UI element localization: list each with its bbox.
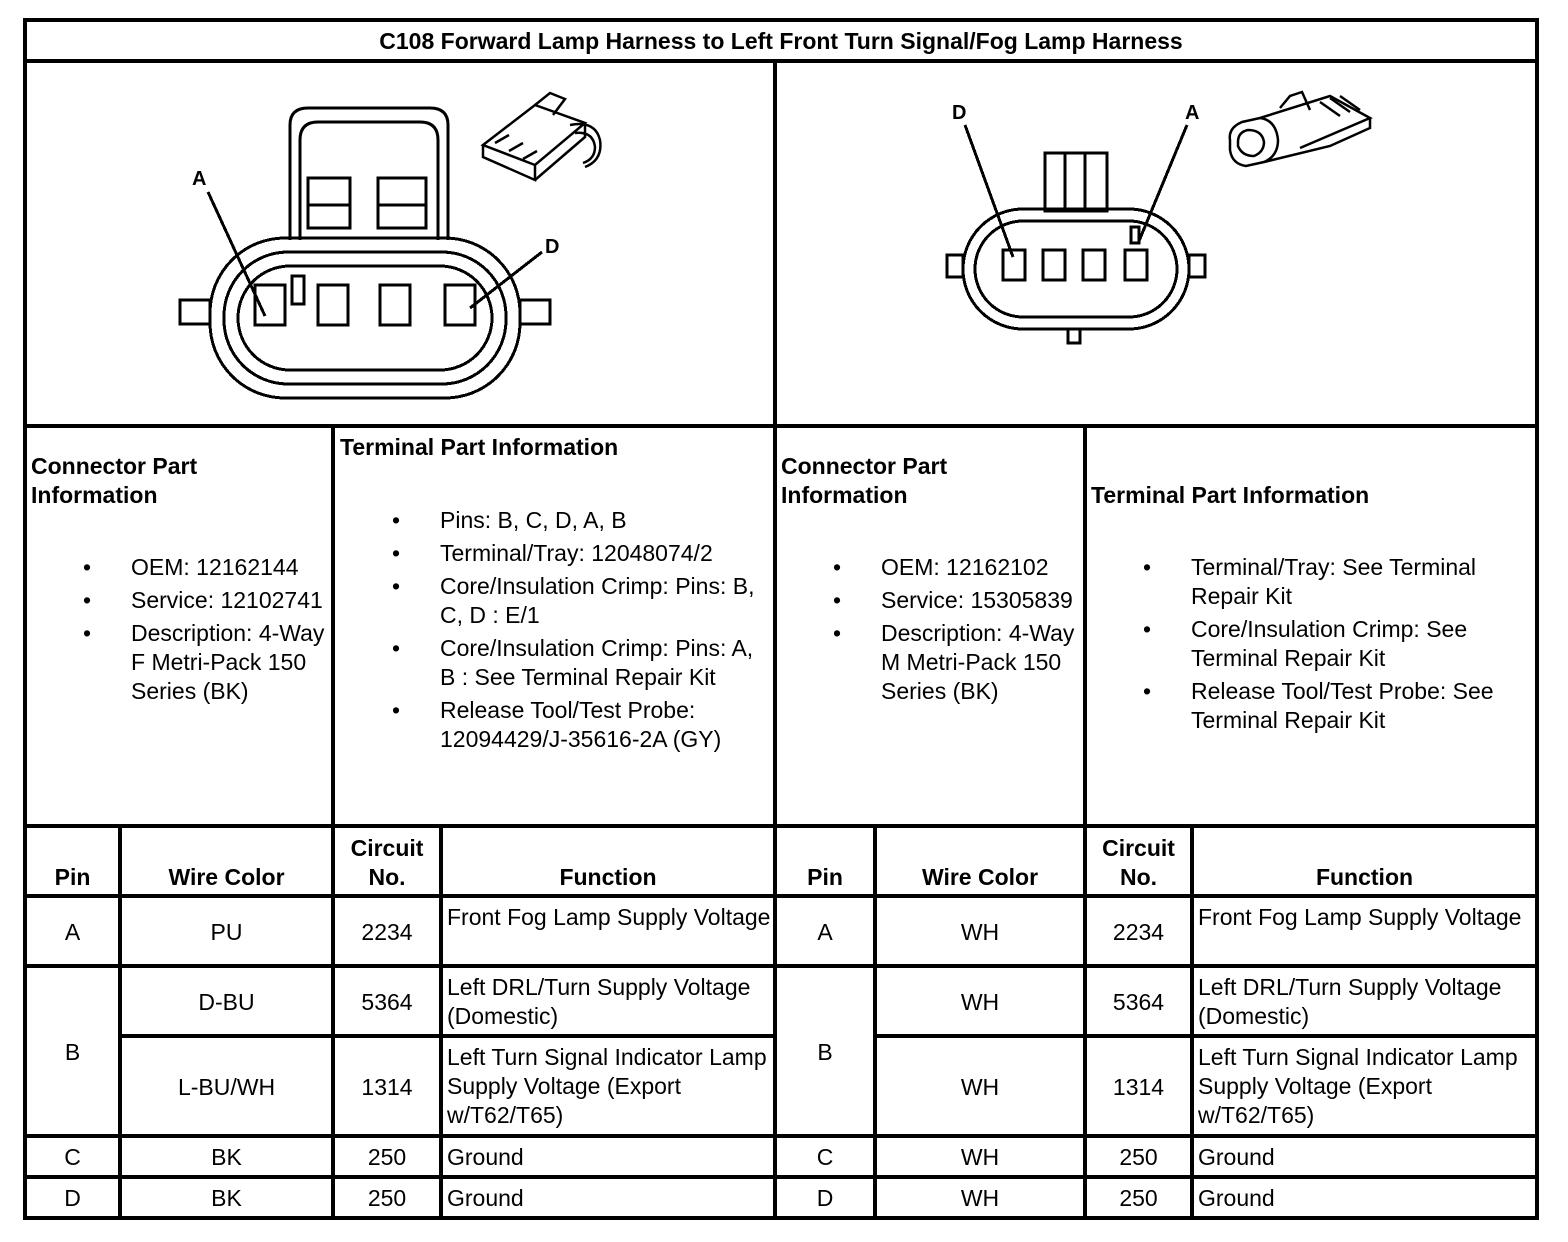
left-row-b-pin: B: [64, 1038, 81, 1065]
list-item: • Pins: B, C, D, A, B: [392, 507, 627, 533]
right-row-d-wire: WH: [960, 1185, 1000, 1211]
right-row-b1-wire: WH: [960, 988, 1000, 1015]
right-row-c-wire: WH: [960, 1144, 1000, 1170]
left-th-function: Function: [559, 864, 657, 890]
right-connector-3d-icon: [1220, 88, 1380, 203]
list-item: • Core/Insulation Crimp: Pins: A, B : See Terminal Repair Kit: [392, 635, 754, 690]
left-pin-label-a: A: [192, 168, 207, 190]
list-item: • Release Tool/Test Probe: See Terminal Repair Kit: [1143, 678, 1494, 733]
left-row-d-wire: BK: [211, 1185, 242, 1211]
left-row-c-wire: BK: [211, 1144, 242, 1170]
right-row-a-circuit: 2234: [1112, 918, 1165, 945]
left-row-a-wire: PU: [210, 918, 243, 945]
list-item: • Core/Insulation Crimp: See Terminal Repair Kit: [1143, 616, 1468, 671]
diagram-title: C108 Forward Lamp Harness to Left Front Turn Signal/Fog Lamp Harness: [379, 28, 1183, 54]
list-item: • Description: 4-Way F Metri-Pack 150 Series (BK): [83, 620, 325, 704]
right-row-d-function: Ground: [1198, 1185, 1275, 1211]
right-pin-label-d: D: [952, 102, 967, 124]
right-row-b2-function: Left Turn Signal Indicator Lamp Supply Voltage (Export w/T62/T65): [1198, 1044, 1518, 1128]
list-item: • Description: 4-Way M Metri-Pack 150 Series (BK): [833, 620, 1075, 704]
left-connector-info-header: Connector Part Information: [31, 453, 198, 508]
right-pin-label-a: A: [1185, 102, 1200, 124]
list-item: • Terminal/Tray: See Terminal Repair Kit: [1143, 554, 1477, 609]
left-row-d-function: Ground: [447, 1185, 524, 1211]
right-th-function: Function: [1315, 864, 1414, 890]
list-item: • Release Tool/Test Probe: 12094429/J-35616-2A (GY): [392, 697, 722, 752]
right-row-d-circuit: 250: [1119, 1185, 1158, 1211]
right-row-b2-wire: WH: [960, 1073, 1000, 1100]
left-terminal-info-list: [340, 506, 770, 758]
left-row-c-function: Ground: [447, 1144, 524, 1170]
right-row-d-pin: D: [816, 1185, 834, 1211]
right-row-c-circuit: 250: [1119, 1144, 1158, 1170]
right-connector-info-list: [781, 553, 1079, 710]
list-item: • Core/Insulation Crimp: Pins: B, C, D : E/1: [392, 573, 755, 628]
right-connector-drawing: [935, 95, 1235, 355]
left-th-wire-color: Wire Color: [168, 864, 285, 890]
right-row-b1-circuit: 5364: [1112, 988, 1165, 1015]
right-row-c-function: Ground: [1198, 1144, 1275, 1170]
list-item: • Service: 15305839: [833, 587, 1073, 613]
right-connector-info-header: Connector Part Information: [781, 453, 948, 508]
right-terminal-info-list: [1091, 553, 1531, 739]
left-row-b2-function: Left Turn Signal Indicator Lamp Supply Voltage (Export w/T62/T65): [447, 1044, 767, 1128]
right-terminal-info-header: Terminal Part Information: [1091, 482, 1370, 508]
right-row-b2-circuit: 1314: [1112, 1073, 1165, 1100]
left-row-b1-wire: D-BU: [198, 988, 255, 1015]
left-row-b1-circuit: 5364: [361, 988, 413, 1015]
right-row-a-wire: WH: [960, 918, 1000, 945]
left-row-b1-function: Left DRL/Turn Supply Voltage (Domestic): [447, 974, 751, 1029]
right-th-wire-color: Wire Color: [921, 864, 1039, 890]
right-row-c-pin: C: [816, 1144, 834, 1170]
left-connector-3d-icon: [475, 85, 620, 195]
left-row-a-pin: A: [64, 918, 81, 945]
left-terminal-info-header: Terminal Part Information: [340, 434, 619, 460]
right-th-pin: Pin: [807, 864, 843, 890]
left-th-circuit: Circuit No.: [350, 835, 424, 890]
list-item: • Service: 12102741: [83, 587, 323, 613]
left-th-pin: Pin: [54, 864, 91, 890]
right-row-b1-function: Left DRL/Turn Supply Voltage (Domestic): [1198, 974, 1502, 1029]
right-th-circuit: Circuit No.: [1102, 835, 1175, 890]
left-row-a-circuit: 2234: [361, 918, 413, 945]
left-row-d-circuit: 250: [367, 1185, 407, 1211]
left-row-d-pin: D: [64, 1185, 81, 1211]
left-row-c-circuit: 250: [367, 1144, 407, 1170]
left-row-a-function: Front Fog Lamp Supply Voltage: [447, 904, 771, 930]
left-pin-label-d: D: [545, 236, 560, 258]
left-row-c-pin: C: [64, 1144, 81, 1170]
left-row-b2-circuit: 1314: [361, 1073, 413, 1100]
left-row-b2-wire: L-BU/WH: [177, 1073, 276, 1100]
right-row-a-pin: A: [817, 918, 833, 945]
right-row-b-pin: B: [817, 1038, 833, 1065]
left-connector-info-list: [31, 553, 329, 710]
right-row-a-function: Front Fog Lamp Supply Voltage: [1198, 904, 1522, 930]
list-item: • OEM: 12162102: [833, 554, 1049, 580]
list-item: • Terminal/Tray: 12048074/2: [392, 540, 713, 566]
list-item: • OEM: 12162144: [83, 554, 299, 580]
